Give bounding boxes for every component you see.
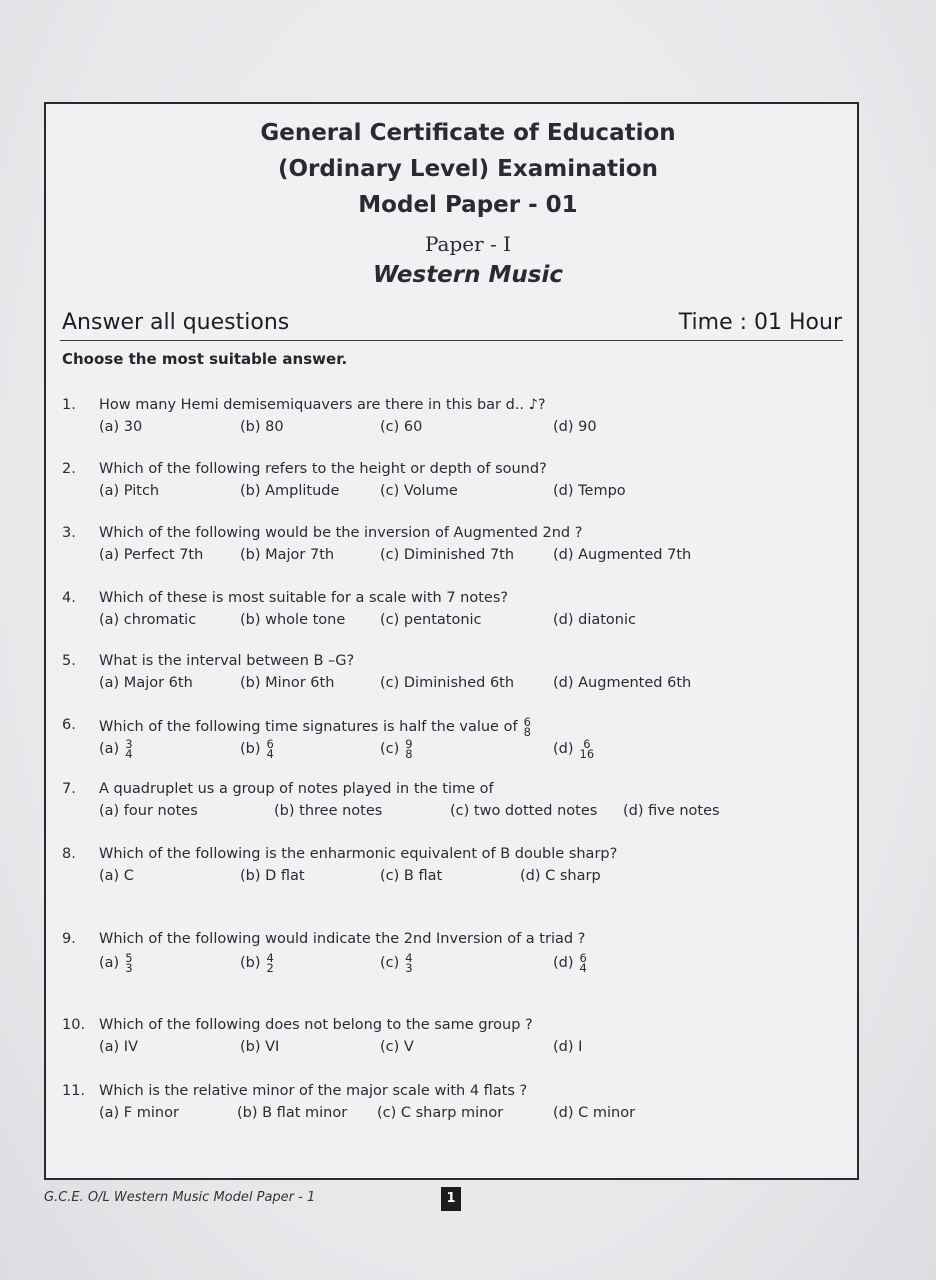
option-b-fraction: 6 4 <box>266 737 274 761</box>
question-number: 11. <box>62 1083 86 1099</box>
option-a[interactable]: (a) four notes <box>99 803 198 819</box>
option-a-fraction: 3 4 <box>125 737 133 761</box>
question-number: 3. <box>62 525 76 541</box>
option-b[interactable]: (b) D flat <box>240 868 305 884</box>
option-c-fraction: 4 3 <box>405 951 413 975</box>
question-number: 8. <box>62 846 76 862</box>
option-b[interactable]: (b) 4 2 <box>240 951 274 975</box>
choose-instruction: Choose the most suitable answer. <box>62 350 348 368</box>
option-c[interactable]: (c) pentatonic <box>380 612 482 628</box>
option-d[interactable]: (d) Tempo <box>553 483 626 499</box>
question-text: Which of the following is the enharmonic equivalent of B double sharp? <box>99 846 618 862</box>
question-number: 1. <box>62 397 76 413</box>
question-number: 9. <box>62 931 76 947</box>
option-d[interactable]: (d) C minor <box>553 1105 636 1121</box>
question-text: Which of the following does not belong to the same group ? <box>99 1017 533 1033</box>
option-c[interactable]: (c) C sharp minor <box>377 1105 504 1121</box>
option-c[interactable]: (c) 4 3 <box>380 951 413 975</box>
option-b[interactable]: (b) 80 <box>240 419 284 435</box>
option-c[interactable]: (c) B flat <box>380 868 443 884</box>
option-c[interactable]: (c) 60 <box>380 419 423 435</box>
answer-all-instruction: Answer all questions <box>62 310 290 335</box>
question-number: 7. <box>62 781 76 797</box>
option-d[interactable]: (d) C sharp <box>520 868 601 884</box>
question-text: Which of the following refers to the height or depth of sound? <box>99 461 547 477</box>
option-c[interactable]: (c) Diminished 7th <box>380 547 515 563</box>
question-number: 2. <box>62 461 76 477</box>
option-d-fraction: 6 16 <box>579 737 595 761</box>
option-a[interactable]: (a) Perfect 7th <box>99 547 204 563</box>
option-d-fraction: 6 4 <box>579 951 587 975</box>
option-d[interactable]: (d) five notes <box>623 803 720 819</box>
option-a[interactable]: (a) 5 3 <box>99 951 133 975</box>
option-d[interactable]: (d) diatonic <box>553 612 636 628</box>
option-d[interactable]: (d) I <box>553 1039 583 1055</box>
option-c[interactable]: (c) Diminished 6th <box>380 675 515 691</box>
question-text: Which of the following would be the inversion of Augmented 2nd ? <box>99 525 583 541</box>
question-text: Which of these is most suitable for a scale with 7 notes? <box>99 590 509 606</box>
option-a[interactable]: (a) 3 4 <box>99 737 133 761</box>
option-b[interactable]: (b) three notes <box>274 803 383 819</box>
question-text: Which of the following time signatures is half the value of 6 8 <box>99 715 531 739</box>
paper-number: Paper - I <box>424 232 512 256</box>
question-text: Which of the following would indicate the 2nd Inversion of a triad ? <box>99 931 586 947</box>
option-b[interactable]: (b) Amplitude <box>240 483 340 499</box>
option-a[interactable]: (a) C <box>99 868 134 884</box>
option-b[interactable]: (b) whole tone <box>240 612 346 628</box>
exam-title-line-2: (Ordinary Level) Examination <box>277 156 659 182</box>
option-b[interactable]: (b) Minor 6th <box>240 675 335 691</box>
question-text: Which is the relative minor of the major scale with 4 flats ? <box>99 1083 528 1099</box>
option-c[interactable]: (c) 9 8 <box>380 737 413 761</box>
option-d[interactable]: (d) 6 16 <box>553 737 595 761</box>
option-b[interactable]: (b) B flat minor <box>237 1105 348 1121</box>
question-text: How many Hemi demisemiquavers are there in this bar d.. ♪? <box>99 397 546 413</box>
option-a[interactable]: (a) Major 6th <box>99 675 193 691</box>
option-b[interactable]: (b) 6 4 <box>240 737 274 761</box>
question-number: 4. <box>62 590 76 606</box>
option-b[interactable]: (b) Major 7th <box>240 547 335 563</box>
question-text: A quadruplet us a group of notes played in the time of <box>99 781 494 797</box>
subject-title: Western Music <box>373 262 563 288</box>
option-d[interactable]: (d) Augmented 7th <box>553 547 692 563</box>
option-a[interactable]: (a) Pitch <box>99 483 160 499</box>
page-number: 1 <box>441 1187 461 1211</box>
exam-title-line-1: General Certificate of Education <box>260 120 676 146</box>
option-b-fraction: 4 2 <box>266 951 274 975</box>
option-a[interactable]: (a) chromatic <box>99 612 197 628</box>
option-a[interactable]: (a) IV <box>99 1039 139 1055</box>
option-d[interactable]: (d) Augmented 6th <box>553 675 692 691</box>
option-d[interactable]: (d) 90 <box>553 419 597 435</box>
option-d[interactable]: (d) 6 4 <box>553 951 587 975</box>
option-c[interactable]: (c) V <box>380 1039 414 1055</box>
option-b[interactable]: (b) VI <box>240 1039 280 1055</box>
option-c-fraction: 9 8 <box>405 737 413 761</box>
time-signature: 6 8 <box>523 715 531 739</box>
footer-label: G.C.E. O/L Western Music Model Paper - 1 <box>44 1190 316 1205</box>
question-number: 6. <box>62 717 76 733</box>
model-paper-title: Model Paper - 01 <box>358 192 578 218</box>
exam-time: Time : 01 Hour <box>678 310 842 335</box>
option-c[interactable]: (c) Volume <box>380 483 458 499</box>
question-text: What is the interval between B –G? <box>99 653 355 669</box>
option-a[interactable]: (a) F minor <box>99 1105 179 1121</box>
question-number: 5. <box>62 653 76 669</box>
option-c[interactable]: (c) two dotted notes <box>450 803 598 819</box>
header-divider <box>60 340 843 341</box>
option-a[interactable]: (a) 30 <box>99 419 143 435</box>
question-number: 10. <box>62 1017 86 1033</box>
option-a-fraction: 5 3 <box>125 951 133 975</box>
